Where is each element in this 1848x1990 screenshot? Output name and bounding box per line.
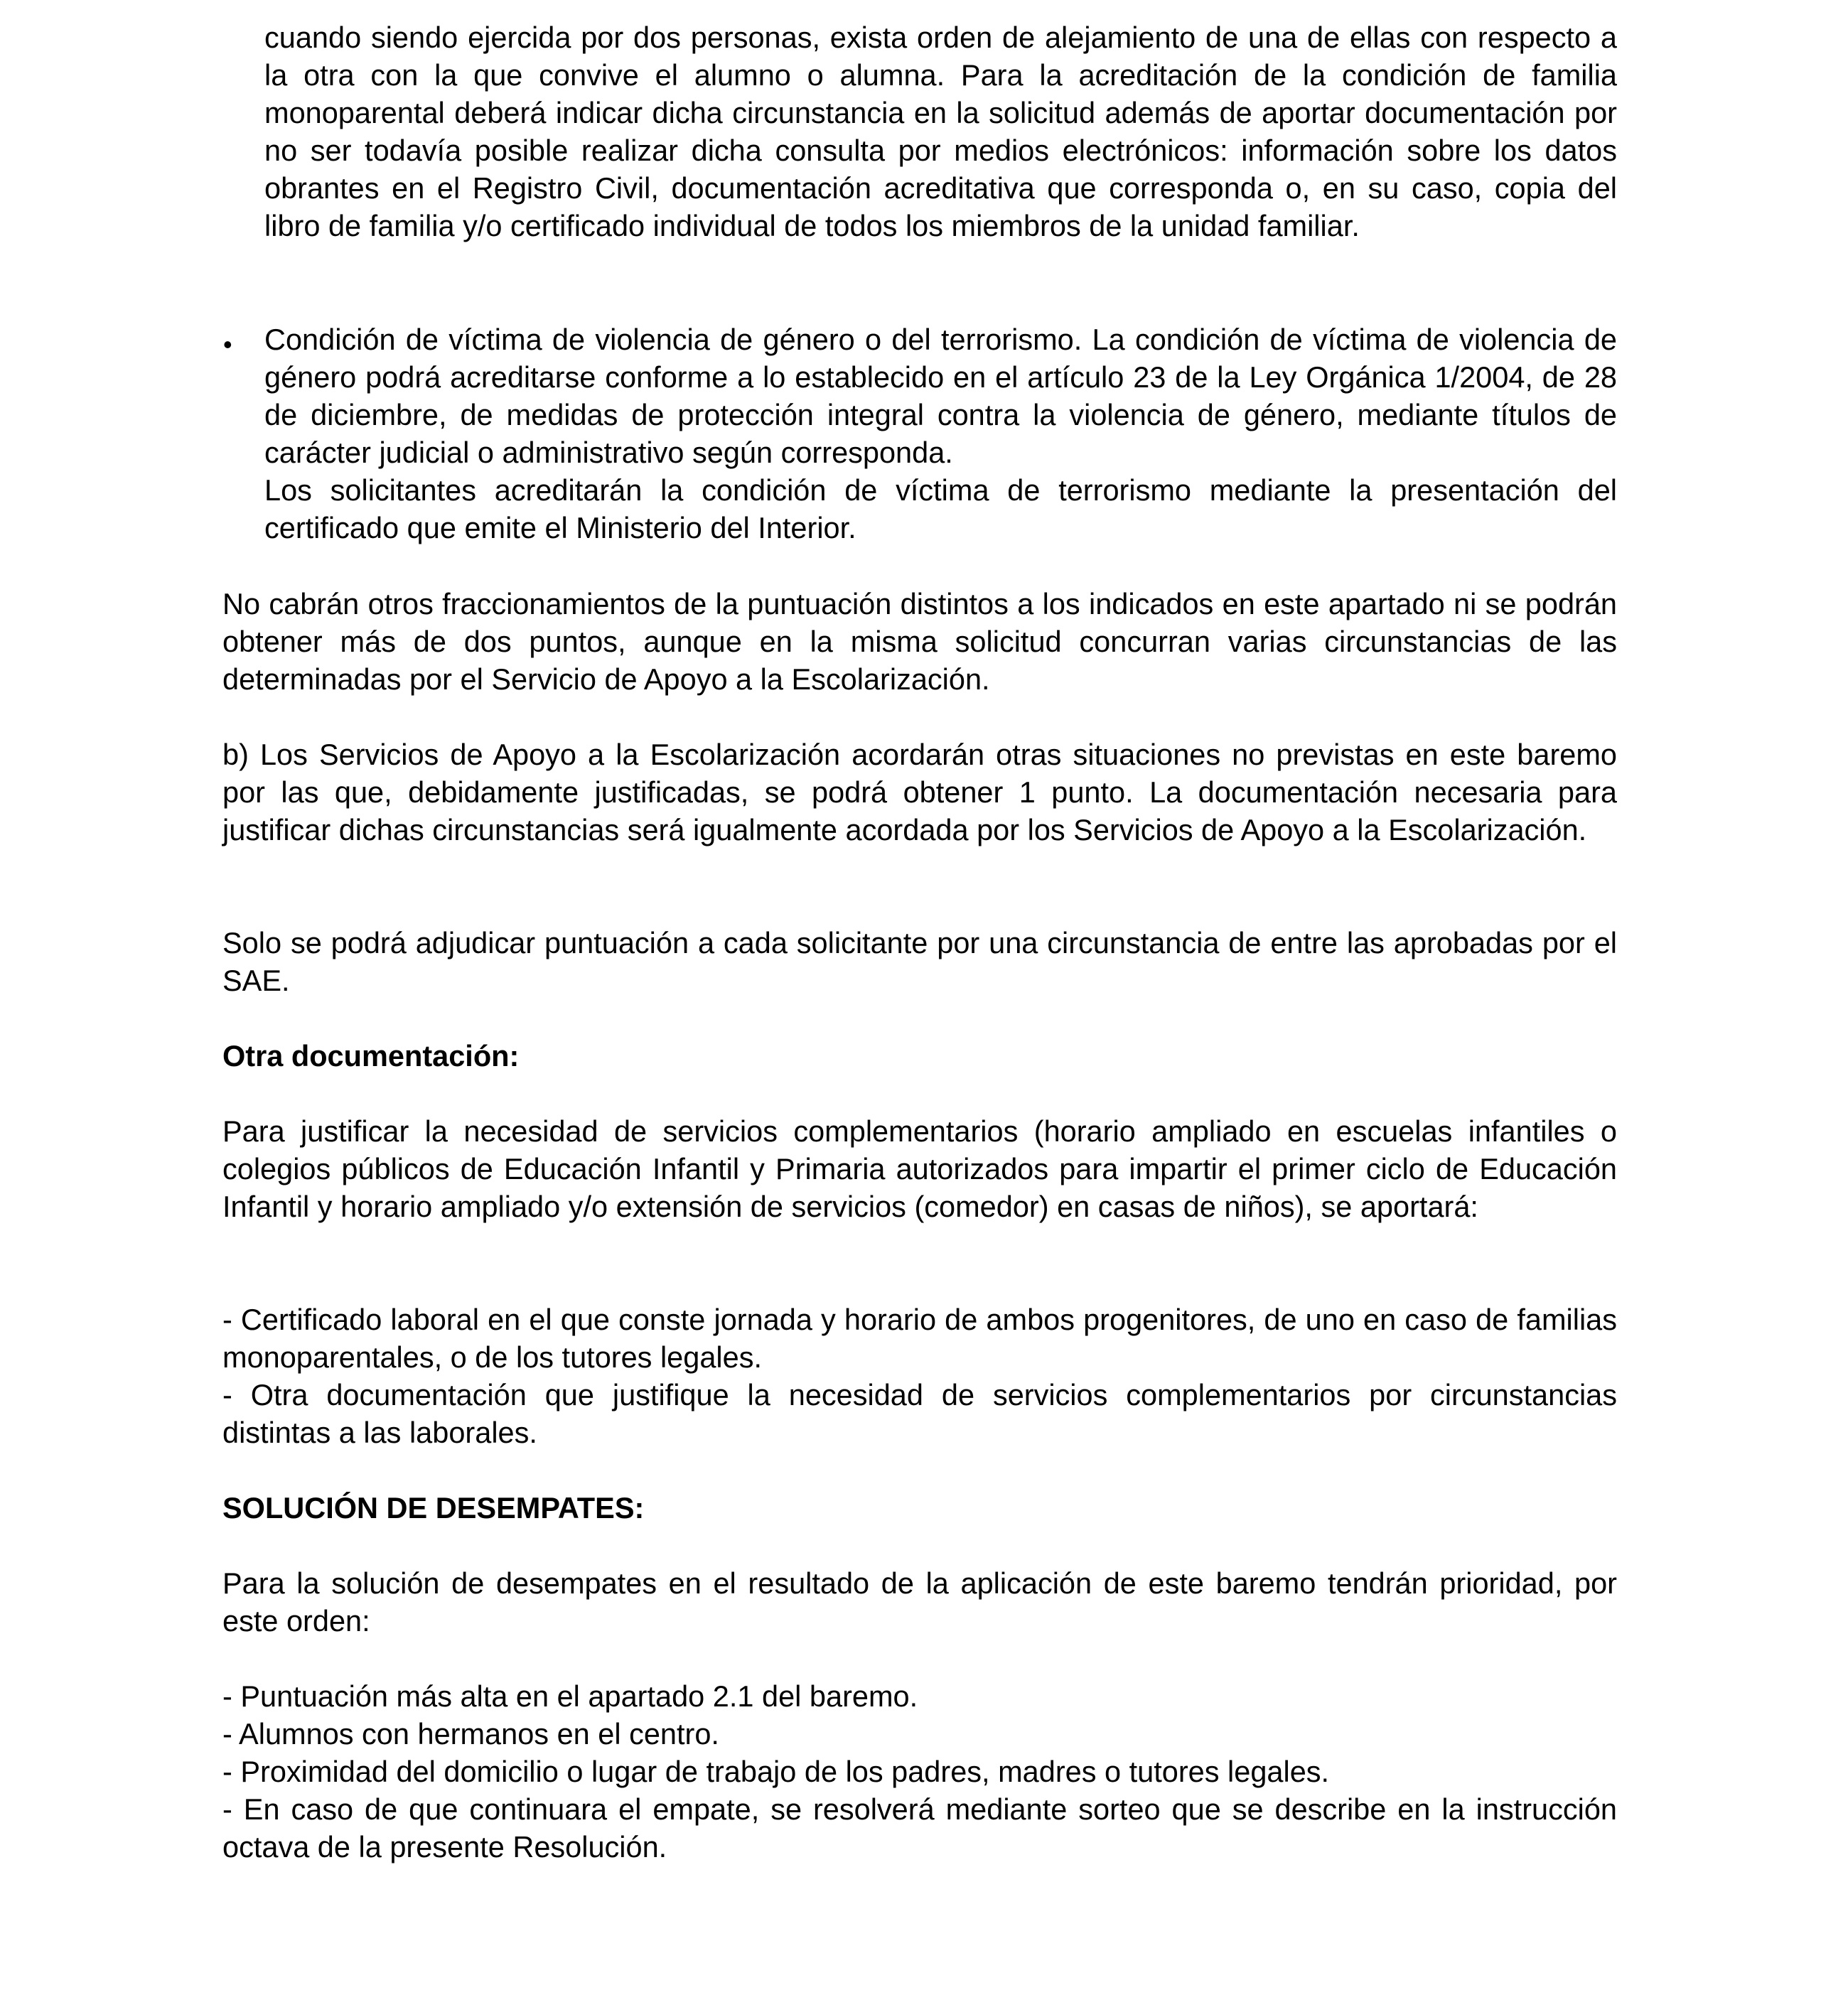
tiebreak-item-4: - En caso de que continuara el empate, se resolverá mediante sorteo que se describe en la instrucción octava de la presente Resolución. <box>222 1792 1617 1863</box>
other-docs-heading: Otra documentación: <box>222 1039 520 1072</box>
paragraph-b: b) Los Servicios de Apoyo a la Escolarización acordarán otras situaciones no previstas en este baremo por las que, debidamente justificadas, se podrá obtener 1 punto. La documentación necesaria para justificar dichas circunstancias será igualmente acordada por los Servicios de Apoyo a la Escolarización. <box>222 738 1617 846</box>
other-docs-intro: Para justificar la necesidad de servicios complementarios (horario ampliado en escuelas infantiles o colegios públicos de Educación Infantil y Primaria autorizados para impartir el primer ciclo de Educación Infantil y horario ampliado y/o extensión de servicios (comedor) en casas de niños), se aportará: <box>222 1114 1617 1223</box>
tiebreak-intro: Para la solución de desempates en el resultado de la aplicación de este baremo tendrán prioridad, por este orden: <box>222 1566 1617 1637</box>
tiebreak-item-3: - Proximidad del domicilio o lugar de trabajo de los padres, madres o tutores legales. <box>222 1755 1330 1788</box>
other-docs-item-1: - Certificado laboral en el que conste jornada y horario de ambos progenitores, de uno en caso de familias monoparentales, o de los tutores legales. <box>222 1303 1617 1374</box>
other-docs-item-2: - Otra documentación que justifique la necesidad de servicios complementarios por circunstancias distintas a las laborales. <box>222 1378 1617 1449</box>
bullet-marker: • <box>223 330 232 359</box>
tiebreak-item-2: - Alumnos con hermanos en el centro. <box>222 1717 719 1750</box>
tiebreak-heading: SOLUCIÓN DE DESEMPATES: <box>222 1491 645 1524</box>
terrorism-victim-paragraph: Los solicitantes acreditarán la condición de víctima de terrorismo mediante la presentación del certificado que emite el Ministerio del Interior. <box>264 473 1617 544</box>
single-circumstance-paragraph: Solo se podrá adjudicar puntuación a cada solicitante por una circunstancia de entre las aprobadas por el SAE. <box>222 926 1617 997</box>
continuation-paragraph: cuando siendo ejercida por dos personas, exista orden de alejamiento de una de ellas con respecto a la otra con la que convive el alumno o alumna. Para la acreditación de la condición de familia monoparental deberá indicar dicha circunstancia en la solicitud además de aportar documentación por no ser todavía posible realizar dicha consulta por medios electrónicos: información sobre los datos obrantes en el Registro Civil, documentación acreditativa que corresponda o, en su caso, copia del libro de familia y/o certificado individual de todos los miembros de la unidad familiar. <box>264 21 1617 242</box>
victim-condition-paragraph: Condición de víctima de violencia de género o del terrorismo. La condición de víctima de violencia de género podrá acreditarse conforme a lo establecido en el artículo 23 de la Ley Orgánica 1/2004, de 28 de diciembre, de medidas de protección integral contra la violencia de género, mediante títulos de carácter judicial o administrativo según corresponda. <box>264 323 1617 469</box>
no-fractioning-paragraph: No cabrán otros fraccionamientos de la puntuación distintos a los indicados en este apartado ni se podrán obtener más de dos puntos, aunque en la misma solicitud concurran varias circunstancias de las determinadas por el Servicio de Apoyo a la Escolarización. <box>222 587 1617 696</box>
tiebreak-item-1: - Puntuación más alta en el apartado 2.1 del baremo. <box>222 1679 918 1713</box>
